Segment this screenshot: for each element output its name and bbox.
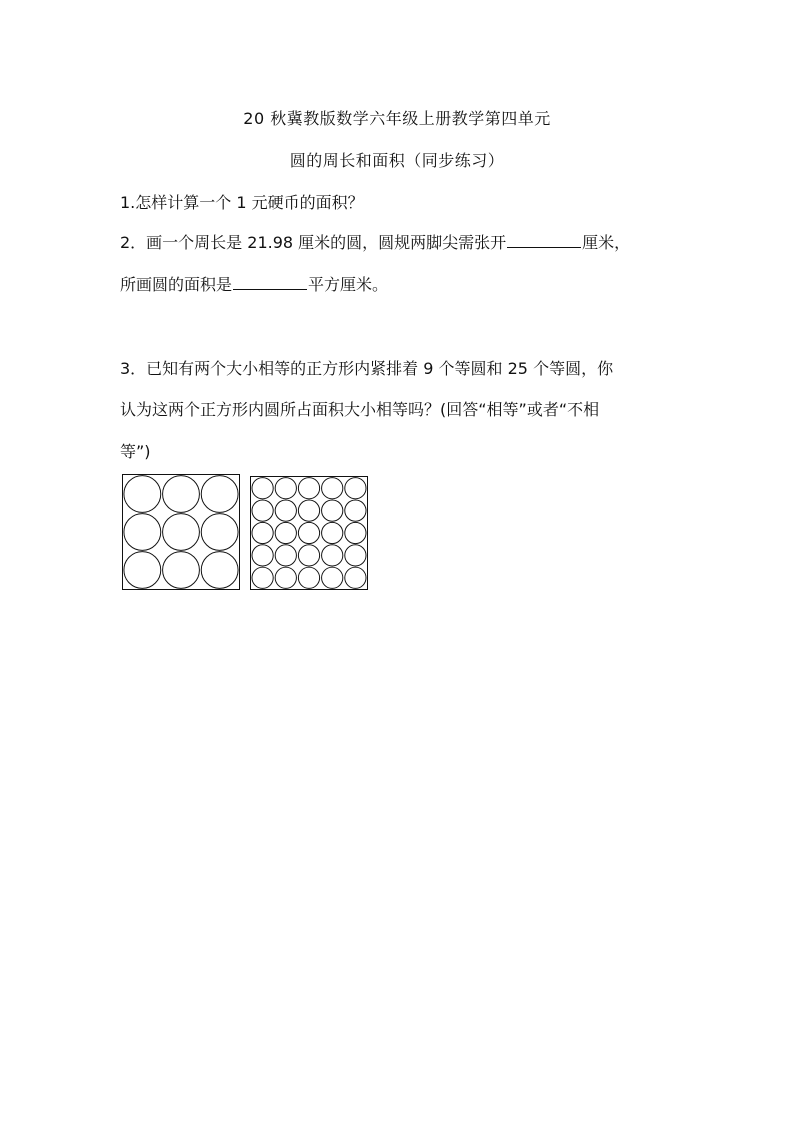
- question-1: 1.怎样计算一个 1 元硬币的面积？: [120, 193, 364, 212]
- circle: [163, 552, 200, 589]
- circle: [275, 545, 296, 566]
- answer-blank-1[interactable]: [507, 246, 581, 248]
- circles-grid-5x5: [251, 477, 367, 589]
- circle: [345, 500, 366, 521]
- circle: [252, 500, 273, 521]
- circle: [201, 514, 238, 551]
- question-2-line-2: [120, 272, 388, 295]
- circle: [252, 567, 273, 588]
- question-2-text-a: 2．画一个周长是 21.98 厘米的圆，圆规两脚尖需张开: [120, 233, 507, 252]
- square-with-25-circles: [250, 476, 368, 590]
- circle: [124, 476, 161, 513]
- square-with-9-circles: [122, 474, 240, 590]
- circle: [298, 478, 319, 499]
- question-2-text-c: 所画圆的面积是: [120, 275, 233, 294]
- circle: [322, 545, 343, 566]
- circle: [345, 545, 366, 566]
- circle: [322, 522, 343, 543]
- circle: [275, 567, 296, 588]
- circles-grid-3x3: [123, 475, 239, 589]
- question-3-line-2: 认为这两个正方形内圆所占面积大小相等吗？(回答“相等”或者“不相: [120, 400, 600, 419]
- circle: [252, 545, 273, 566]
- circle: [322, 478, 343, 499]
- circle: [201, 552, 238, 589]
- question-3-line-3: 等”): [120, 442, 151, 461]
- question-2-text-b: 厘米，: [582, 233, 631, 252]
- question-2-line-1: [120, 230, 630, 253]
- question-2-text-d: 平方厘米。: [308, 275, 389, 294]
- circle: [163, 476, 200, 513]
- circle: [345, 567, 366, 588]
- circle: [124, 514, 161, 551]
- circle: [345, 522, 366, 543]
- circle: [345, 478, 366, 499]
- circle: [201, 476, 238, 513]
- circle: [298, 500, 319, 521]
- page-subtitle: 圆的周长和面积（同步练习）: [289, 151, 505, 170]
- circle: [275, 522, 296, 543]
- circle: [298, 522, 319, 543]
- circle: [322, 567, 343, 588]
- circle: [163, 514, 200, 551]
- answer-blank-2[interactable]: [233, 288, 307, 290]
- circle: [252, 522, 273, 543]
- circle: [298, 567, 319, 588]
- question-3-line-1: 3．已知有两个大小相等的正方形内紧排着 9 个等圆和 25 个等圆，你: [120, 359, 614, 378]
- circle: [252, 478, 273, 499]
- circle: [275, 500, 296, 521]
- circle: [298, 545, 319, 566]
- circle: [275, 478, 296, 499]
- circle: [322, 500, 343, 521]
- page-title: 20 秋冀教版数学六年级上册教学第四单元: [243, 109, 551, 128]
- circle: [124, 552, 161, 589]
